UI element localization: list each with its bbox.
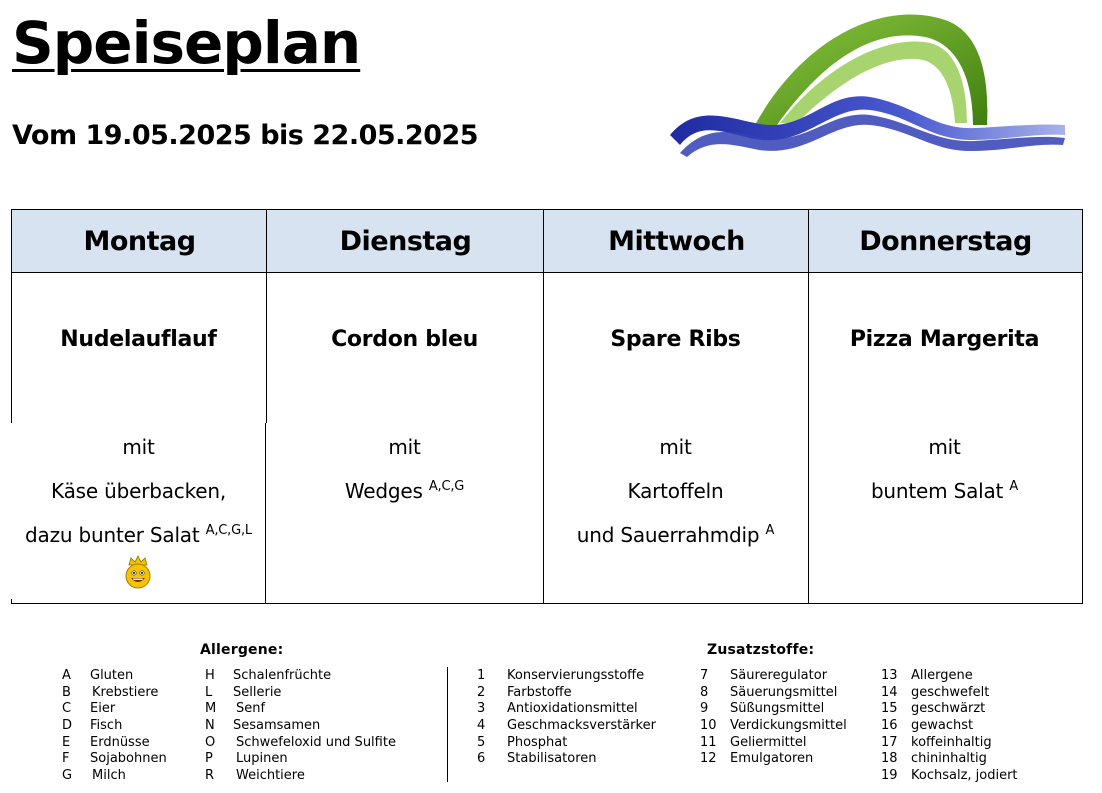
side-line: Wedges $^{A,C,G}$ — [344, 479, 465, 503]
legend-row: 1 Konservierungsstoffe — [477, 668, 645, 683]
legend-row: L Sellerie — [205, 684, 282, 700]
wave-leaf-logo-icon — [655, 5, 1075, 165]
legend-row: 5 Phosphat — [477, 734, 568, 750]
legend-row: 18 chininhaltig — [881, 751, 987, 767]
legend-row: A Gluten — [62, 668, 134, 683]
legend-row: 8 Säuerungsmittel — [700, 684, 838, 700]
column-divider-1-upper — [266, 209, 267, 423]
column-divider-3 — [808, 209, 809, 604]
side-line: mit — [122, 435, 155, 459]
side-wednesday — [543, 425, 808, 557]
date-range: Vom 19.05.2025 bis 22.05.2025 — [12, 120, 479, 151]
legend-row: 4 Geschmacksverstärker — [477, 718, 656, 734]
dish-wednesday: Spare Ribs — [610, 327, 741, 352]
legend-row: G Milch — [62, 768, 126, 784]
additives-list-3 — [881, 668, 1018, 785]
side-line: dazu bunter Salat $^{A,C,G,L}$ — [25, 523, 252, 547]
side-line: buntem Salat $^A$ — [870, 479, 1019, 503]
menu-table — [11, 209, 1083, 604]
day-header-wednesday: Mittwoch — [608, 225, 745, 257]
day-header-row — [11, 209, 1083, 273]
side-line: Kartoffeln — [627, 479, 724, 503]
legend-row: 12 Emulgatoren — [700, 751, 814, 767]
allergens-list-1 — [62, 668, 167, 785]
legend-row: M Senf — [205, 701, 266, 717]
legend-row: P Lupinen — [205, 751, 288, 767]
side-line: Käse überbacken, — [51, 479, 226, 503]
legend-row: R Weichtiere — [205, 768, 305, 784]
legend-row: 14 geschwefelt — [881, 684, 990, 700]
legend-row: 2 Farbstoffe — [477, 684, 572, 700]
dish-monday: Nudelauflauf — [60, 327, 217, 352]
side-line: und Sauerrahmdip $^A$ — [576, 523, 775, 547]
additives-list-1 — [477, 668, 656, 768]
legend-row: 17 koffeinhaltig — [881, 734, 992, 750]
legend-row: C Eier — [62, 701, 116, 717]
allergen-codes: A,C,G — [428, 479, 465, 494]
side-line: mit — [388, 435, 421, 459]
legend-row: D Fisch — [62, 718, 123, 734]
side-thursday — [808, 425, 1081, 513]
additives-list-2 — [700, 668, 847, 768]
dish-tuesday: Cordon bleu — [331, 327, 478, 352]
legend-divider — [447, 667, 448, 782]
allergens-list-2 — [205, 668, 396, 785]
legend-row: 19 Kochsalz, jodiert — [881, 768, 1018, 784]
legend-row: O Schwefeloxid und Sulfite — [205, 734, 396, 750]
table-border-bottom — [11, 603, 1083, 604]
legend-row: 15 geschwärzt — [881, 701, 986, 717]
day-header-tuesday: Dienstag — [339, 225, 472, 257]
additives-title: Zusatzstoffe: — [707, 642, 815, 658]
legend-row: 10 Verdickungsmittel — [700, 718, 847, 734]
legend-row: N Sesamsamen — [205, 718, 321, 734]
dish-thursday: Pizza Margerita — [849, 327, 1040, 352]
day-header-thursday: Donnerstag — [859, 225, 1032, 257]
legend-row: H Schalenfrüchte — [205, 668, 332, 683]
day-header-monday: Montag — [83, 225, 196, 257]
legend-row: B Krebstiere — [62, 684, 159, 700]
legend-row: 13 Allergene — [881, 668, 973, 683]
side-monday — [11, 425, 266, 557]
side-line: mit — [928, 435, 961, 459]
legend-row: 6 Stabilisatoren — [477, 751, 597, 767]
crowned-smiley-icon — [123, 555, 153, 589]
legend-row: 11 Geliermittel — [700, 734, 807, 750]
legend-row: 7 Säureregulator — [700, 668, 828, 683]
allergen-codes: A,C,G,L — [205, 523, 252, 538]
table-border-right — [1082, 209, 1083, 604]
page-title: Speiseplan — [12, 9, 361, 77]
legend-row: 16 gewachst — [881, 718, 974, 734]
legend-row: F Sojabohnen — [62, 751, 167, 767]
legend-row: 9 Süßungsmittel — [700, 701, 825, 717]
side-tuesday — [266, 425, 543, 513]
allergen-codes: A — [765, 523, 775, 538]
side-line: mit — [659, 435, 692, 459]
allergens-title: Allergene: — [200, 642, 284, 658]
legend-row: E Erdnüsse — [62, 734, 150, 750]
allergen-codes: A — [1009, 479, 1019, 494]
legend-row: 3 Antioxidationsmittel — [477, 701, 638, 717]
